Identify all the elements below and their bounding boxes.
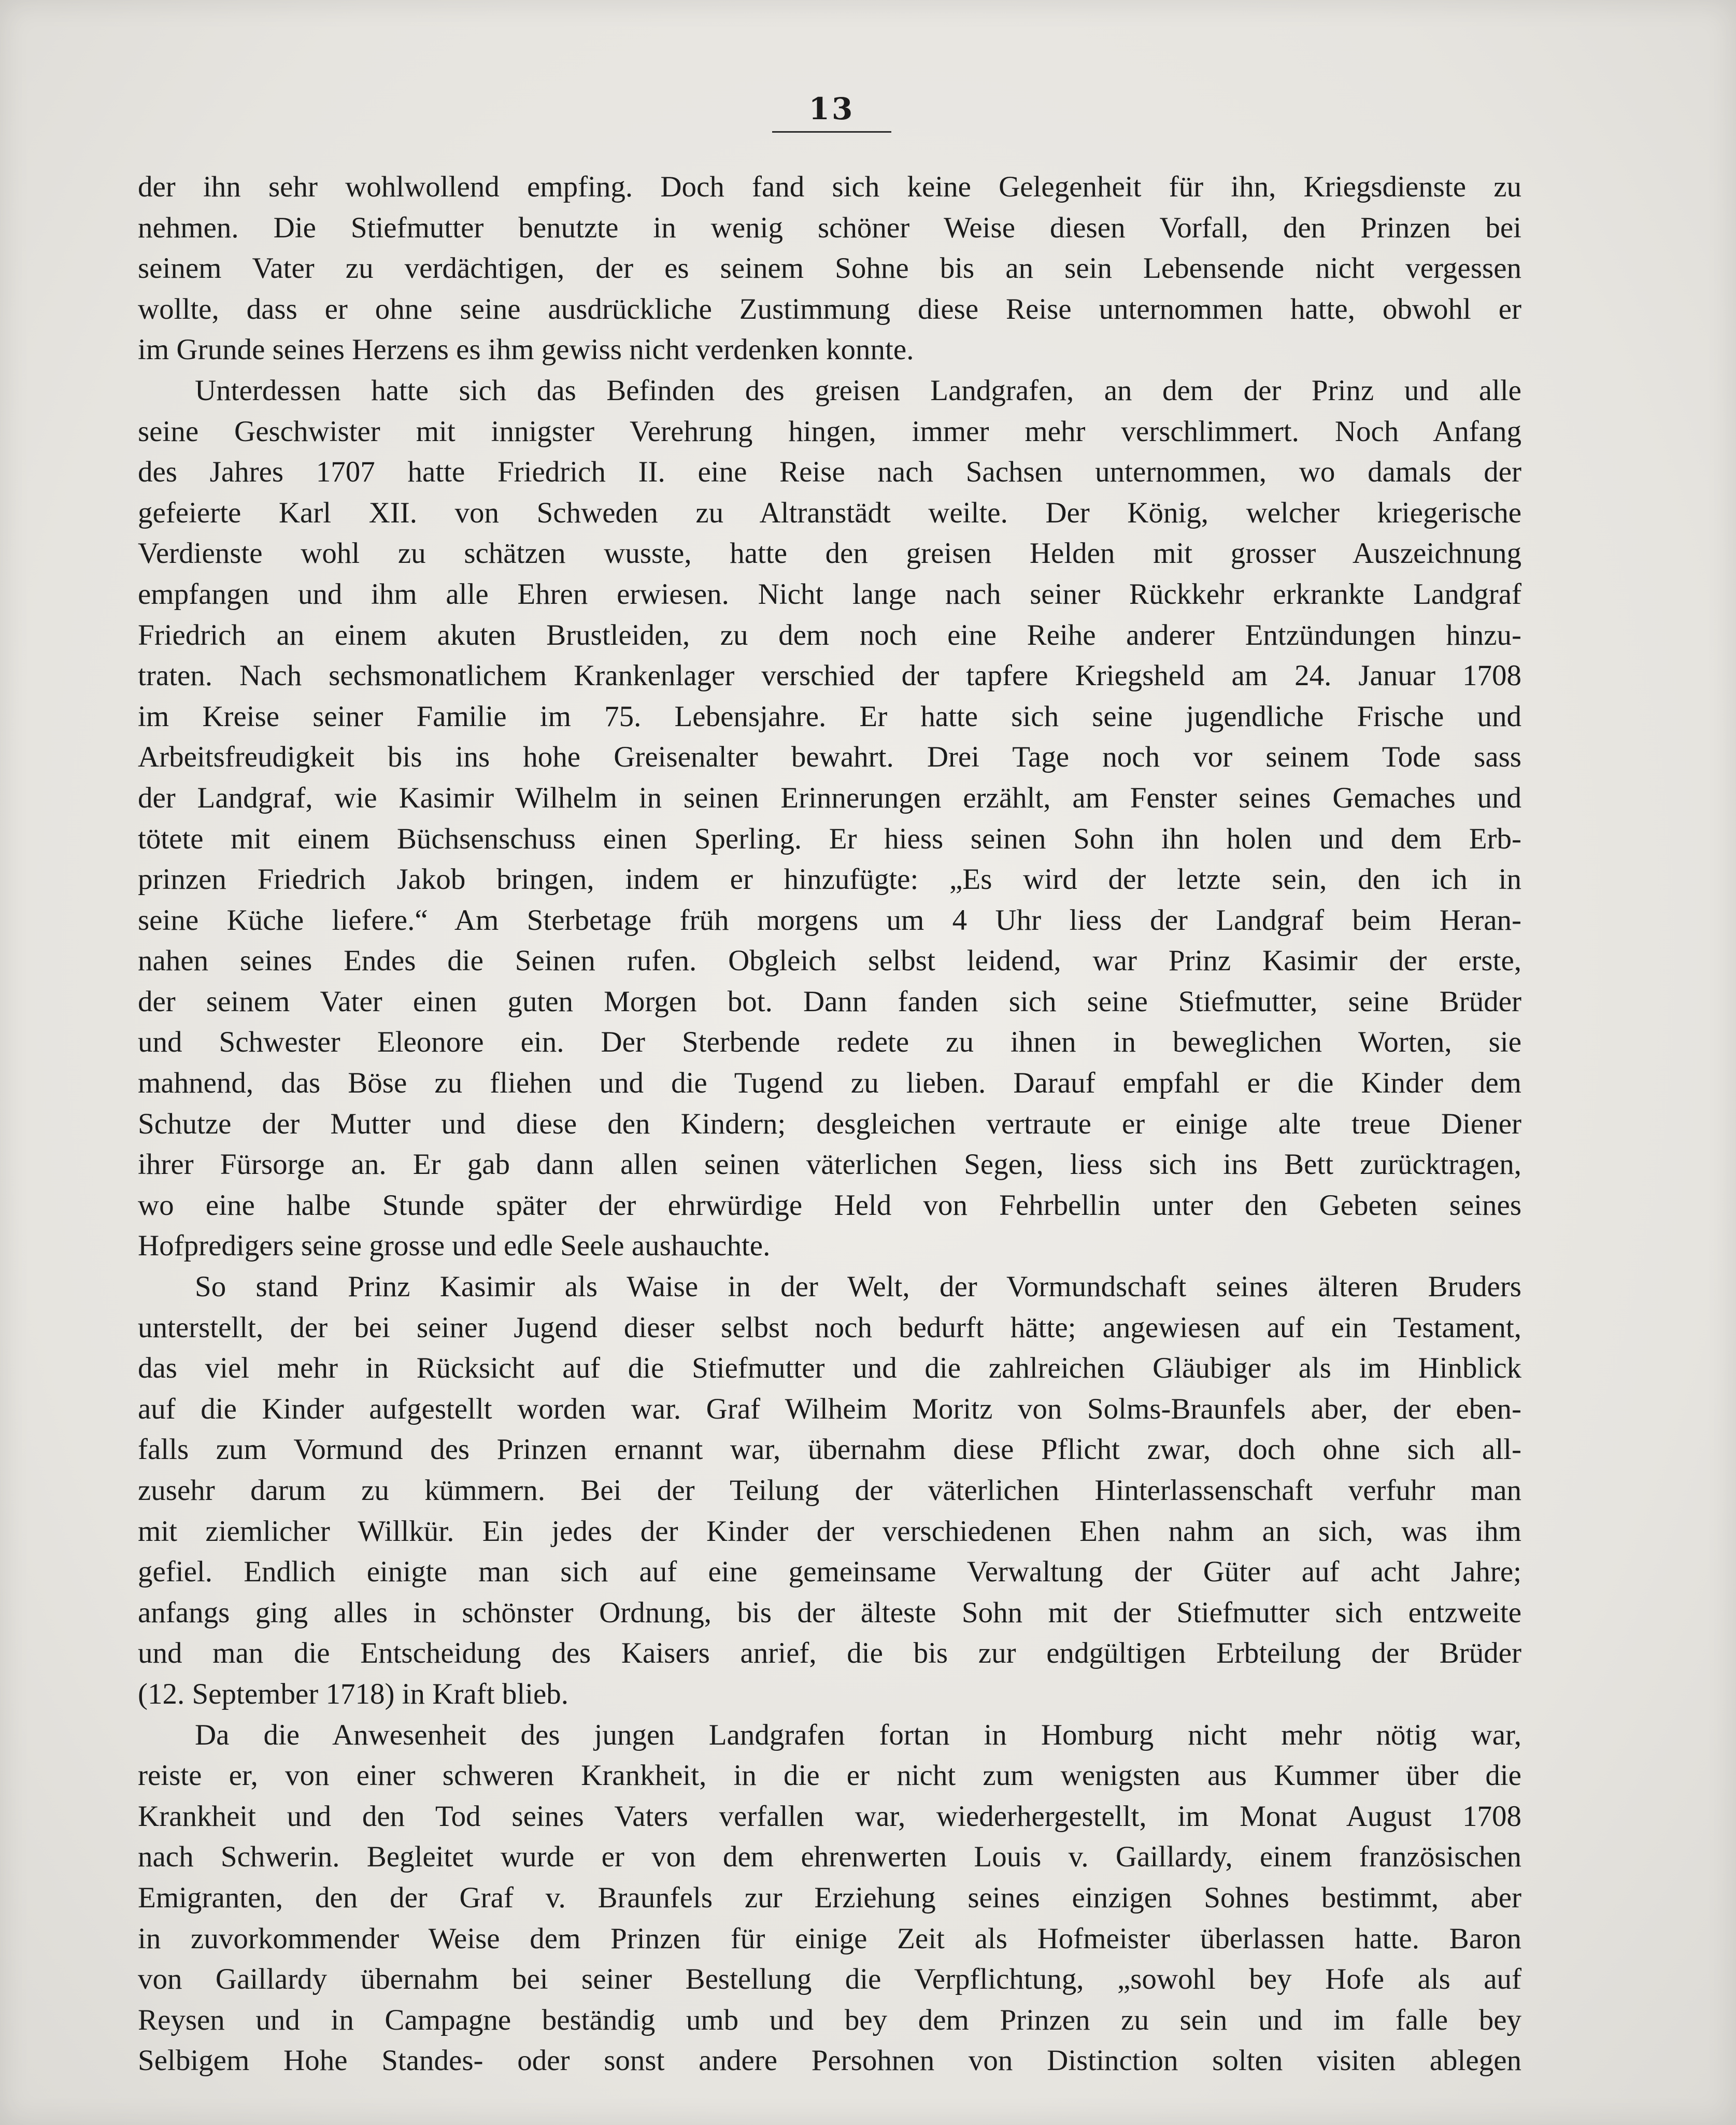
text-line: Krankheit und den Tod seines Vaters verfallen war, wiederhergestellt, im Monat August 1708 <box>138 1800 1521 1833</box>
text-line: nahen seines Endes die Seinen rufen. Obgleich selbst leidend, war Prinz Kasimir der erste, <box>138 944 1521 978</box>
text-line: der seinem Vater einen guten Morgen bot. Dann fanden sich seine Stiefmutter, seine Brüder <box>138 985 1521 1018</box>
text-line: in zuvorkommender Weise dem Prinzen für einige Zeit als Hofmeister überlassen hatte. Baron <box>138 1922 1521 1955</box>
text-line: und Schwester Eleonore ein. Der Sterbende redete zu ihnen in beweglichen Worten, sie <box>138 1026 1521 1059</box>
text-line: im Grunde seines Herzens es ihm gewiss nicht verdenken konnte. <box>138 333 914 366</box>
text-line: (12. September 1718) in Kraft blieb. <box>138 1677 569 1710</box>
text-line: Hofpredigers seine grosse und edle Seele aushauchte. <box>138 1229 771 1263</box>
text-line: gefiel. Endlich einigte man sich auf eine gemeinsame Verwaltung der Güter auf acht Jahre; <box>138 1555 1521 1589</box>
text-line: Selbigem Hohe Standes- oder sonst andere Persohnen von Distinction solten visiten ablegen <box>138 2044 1521 2077</box>
text-line: des Jahres 1707 hatte Friedrich II. eine Reise nach Sachsen unternommen, wo damals der <box>138 456 1521 489</box>
text-line: auf die Kinder aufgestellt worden war. Graf Wilheim Moritz von Solms-Braunfels aber, der eben- <box>138 1392 1521 1425</box>
text-line: reiste er, von einer schweren Krankheit, in die er nicht zum wenigsten aus Kummer über die <box>138 1759 1521 1792</box>
paragraph <box>138 1267 1521 1715</box>
text-line: Verdienste wohl zu schätzen wusste, hatte den greisen Helden mit grosser Auszeichnung <box>138 537 1521 570</box>
text-line: anfangs ging alles in schönster Ordnung, bis der älteste Sohn mit der Stiefmutter sich entzweite <box>138 1596 1521 1629</box>
text-line: Reysen und in Campagne beständig umb und bey dem Prinzen zu sein und im falle bey <box>138 2003 1521 2036</box>
text-line: nehmen. Die Stiefmutter benutzte in wenig schöner Weise diesen Vorfall, den Prinzen bei <box>138 211 1521 244</box>
text-line: zusehr darum zu kümmern. Bei der Teilung der väterlichen Hinterlassenschaft verfuhr man <box>138 1474 1521 1507</box>
text-line: seine Geschwister mit innigster Verehrung hingen, immer mehr verschlimmert. Noch Anfang <box>138 415 1521 448</box>
text-line: von Gaillardy übernahm bei seiner Bestellung die Verpflichtung, „sowohl bey Hofe als auf <box>138 1963 1521 1996</box>
text-line: traten. Nach sechsmonatlichem Krankenlager verschied der tapfere Kriegsheld am 24. Januar 1708 <box>138 659 1521 692</box>
text-line: Schutze der Mutter und diese den Kindern; desgleichen vertraute er einige alte treue Diener <box>138 1107 1521 1140</box>
text-line: wo eine halbe Stunde später der ehrwürdige Held von Fehrbellin unter den Gebeten seines <box>138 1188 1521 1222</box>
text-line: gefeierte Karl XII. von Schweden zu Altranstädt weilte. Der König, welcher kriegerische <box>138 496 1521 529</box>
text-line: tötete mit einem Büchsenschuss einen Sperling. Er hiess seinen Sohn ihn holen und dem Erb- <box>138 822 1521 855</box>
body-text <box>138 167 1521 2081</box>
page-number: 13 <box>808 91 855 126</box>
text-line: ihrer Fürsorge an. Er gab dann allen seinen väterlichen Segen, liess sich ins Bett zurücktragen, <box>138 1148 1521 1181</box>
text-line: Emigranten, den der Graf v. Braunfels zur Erziehung seines einzigen Sohnes bestimmt, aber <box>138 1881 1521 1914</box>
text-line: seinem Vater zu verdächtigen, der es seinem Sohne bis an sein Lebensende nicht vergessen <box>138 252 1521 285</box>
text-line: das viel mehr in Rücksicht auf die Stiefmutter und die zahlreichen Gläubiger als im Hinblick <box>138 1352 1521 1385</box>
text-line: prinzen Friedrich Jakob bringen, indem er hinzufügte: „Es wird der letzte sein, den ich in <box>138 863 1521 896</box>
text-line: Unterdessen hatte sich das Befinden des greisen Landgrafen, an dem der Prinz und alle <box>195 374 1521 407</box>
text-line: falls zum Vormund des Prinzen ernannt war, übernahm diese Pflicht zwar, doch ohne sich all- <box>138 1433 1521 1466</box>
text-line: im Kreise seiner Familie im 75. Lebensjahre. Er hatte sich seine jugendliche Frische und <box>138 700 1521 733</box>
page-header <box>772 91 891 133</box>
text-line: der ihn sehr wohlwollend empfing. Doch fand sich keine Gelegenheit für ihn, Kriegsdienste zu <box>138 171 1521 203</box>
paragraph <box>138 371 1521 1267</box>
text-line: empfangen und ihm alle Ehren erwiesen. Nicht lange nach seiner Rückkehr erkrankte Landgraf <box>138 577 1521 611</box>
text-line: wollte, dass er ohne seine ausdrückliche Zustimmung diese Reise unternommen hatte, obwohl er <box>138 292 1521 325</box>
paragraph <box>138 167 1521 371</box>
text-line: unterstellt, der bei seiner Jugend dieser selbst noch bedurft hätte; angewiesen auf ein Testament, <box>138 1311 1521 1344</box>
header-rule <box>772 131 891 133</box>
text-line: seine Küche liefere.“ Am Sterbetage früh morgens um 4 Uhr liess der Landgraf beim Heran- <box>138 903 1521 937</box>
text-line: und man die Entscheidung des Kaisers anrief, die bis zur endgültigen Erbteilung der Brüder <box>138 1637 1521 1670</box>
paragraph <box>138 1715 1521 2081</box>
text-line: Da die Anwesenheit des jungen Landgrafen fortan in Homburg nicht mehr nötig war, <box>195 1718 1521 1751</box>
text-line: mahnend, das Böse zu fliehen und die Tugend zu lieben. Darauf empfahl er die Kinder dem <box>138 1067 1521 1100</box>
text-line: nach Schwerin. Begleitet wurde er von dem ehrenwerten Louis v. Gaillardy, einem französischen <box>138 1840 1521 1874</box>
text-line: Friedrich an einem akuten Brustleiden, zu dem noch eine Reihe anderer Entzündungen hinzu- <box>138 618 1521 651</box>
text-line: Arbeitsfreudigkeit bis ins hohe Greisenalter bewahrt. Drei Tage noch vor seinem Tode sass <box>138 741 1521 774</box>
text-line: So stand Prinz Kasimir als Waise in der Welt, der Vormundschaft seines älteren Bruders <box>195 1270 1521 1304</box>
text-line: der Landgraf, wie Kasimir Wilhelm in seinen Erinnerungen erzählt, am Fenster seines Gemaches und <box>138 781 1521 814</box>
text-line: mit ziemlicher Willkür. Ein jedes der Kinder der verschiedenen Ehen nahm an sich, was ihm <box>138 1514 1521 1548</box>
